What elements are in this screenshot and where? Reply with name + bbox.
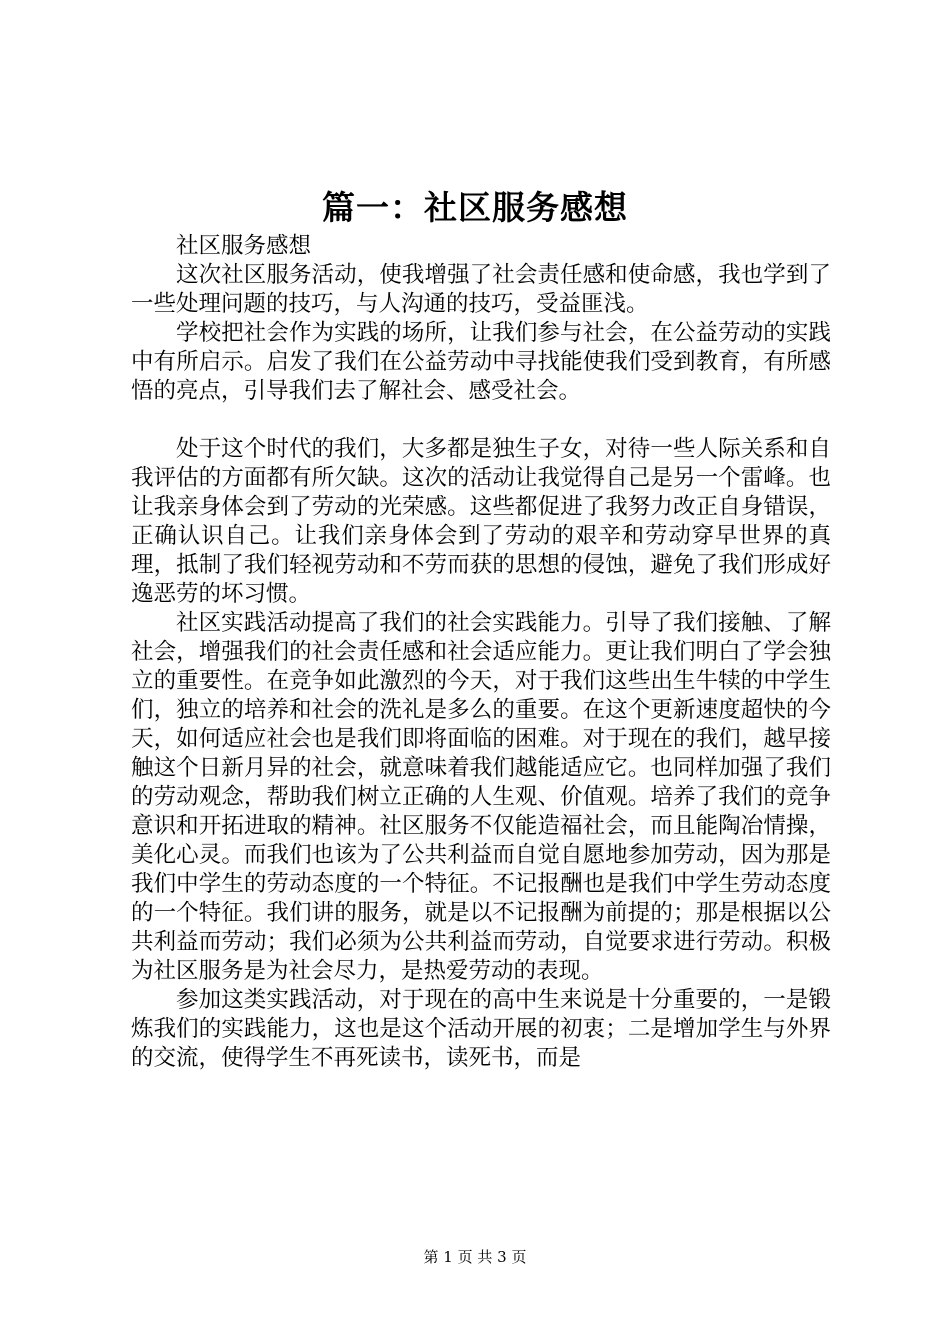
paragraph-3: 处于这个时代的我们，大多都是独生子女，对待一些人际关系和自我评估的方面都有所欠缺。这次的活动让我觉得自己是另一个雷峰。也让我亲身体会到了劳动的光荣感。这些都促进了我努力改正自身错误，正确认识自己。让我们亲身体会到了劳动的艰辛和劳动穿早世界的真理，抵制了我们轻视劳动和不劳而获的思想的侵蚀，避免了我们形成好逸恶劳的坏习惯。 [131,436,831,607]
paragraph-2: 学校把社会作为实践的场所，让我们参与社会，在公益劳动的实践中有所启示。启发了我们在公益劳动中寻找能使我们受到教育，有所感悟的亮点，引导我们去了解社会、感受社会。 [131,320,831,404]
paragraph-4: 社区实践活动提高了我们的社会实践能力。引导了我们接触、了解社会，增强我们的社会责任感和社会适应能力。更让我们明白了学会独立的重要性。在竞争如此激烈的今天，对于我们这些出生牛犊的中学生们，独立的培养和社会的洗礼是多么的重要。在这个更新速度超快的今天，如何适应社会也是我们即将面临的困难。对于现在的我们，越早接触这个日新月异的社会，就意味着我们越能适应它。也同样加强了我们的劳动观念，帮助我们树立正确的人生观、价值观。培养了我们的竞争意识和开拓进取的精神。社区服务不仅能造福社会，而且能陶冶情操，美化心灵。而我们也该为了公共利益而自觉自愿地参加劳动，因为那是我们中学生的劳动态度的一个特征。不记报酬也是我们中学生劳动态度的一个特征。我们讲的服务，就是以不记报酬为前提的；那是根据以公共利益而劳动；我们必须为公共利益而劳动，自觉要求进行劳动。积极为社区服务是为社会尽力，是热爱劳动的表现。 [131,610,831,984]
paragraph-1: 这次社区服务活动，使我增强了社会责任感和使命感，我也学到了一些处理问题的技巧，与人沟通的技巧，受益匪浅。 [131,262,831,317]
paragraph-5: 参加这类实践活动，对于现在的高中生来说是十分重要的，一是锻炼我们的实践能力，这也是这个活动开展的初衷；二是增加学生与外界的交流，使得学生不再死读书，读死书，而是 [131,987,831,1071]
paragraph-spacer [131,406,831,435]
document-body [131,232,831,1073]
page-title: 篇一：社区服务感想 [322,188,628,227]
page-number: 第 1 页 共 3 页 [423,1248,527,1266]
paragraph-subtitle: 社区服务感想 [176,233,312,259]
